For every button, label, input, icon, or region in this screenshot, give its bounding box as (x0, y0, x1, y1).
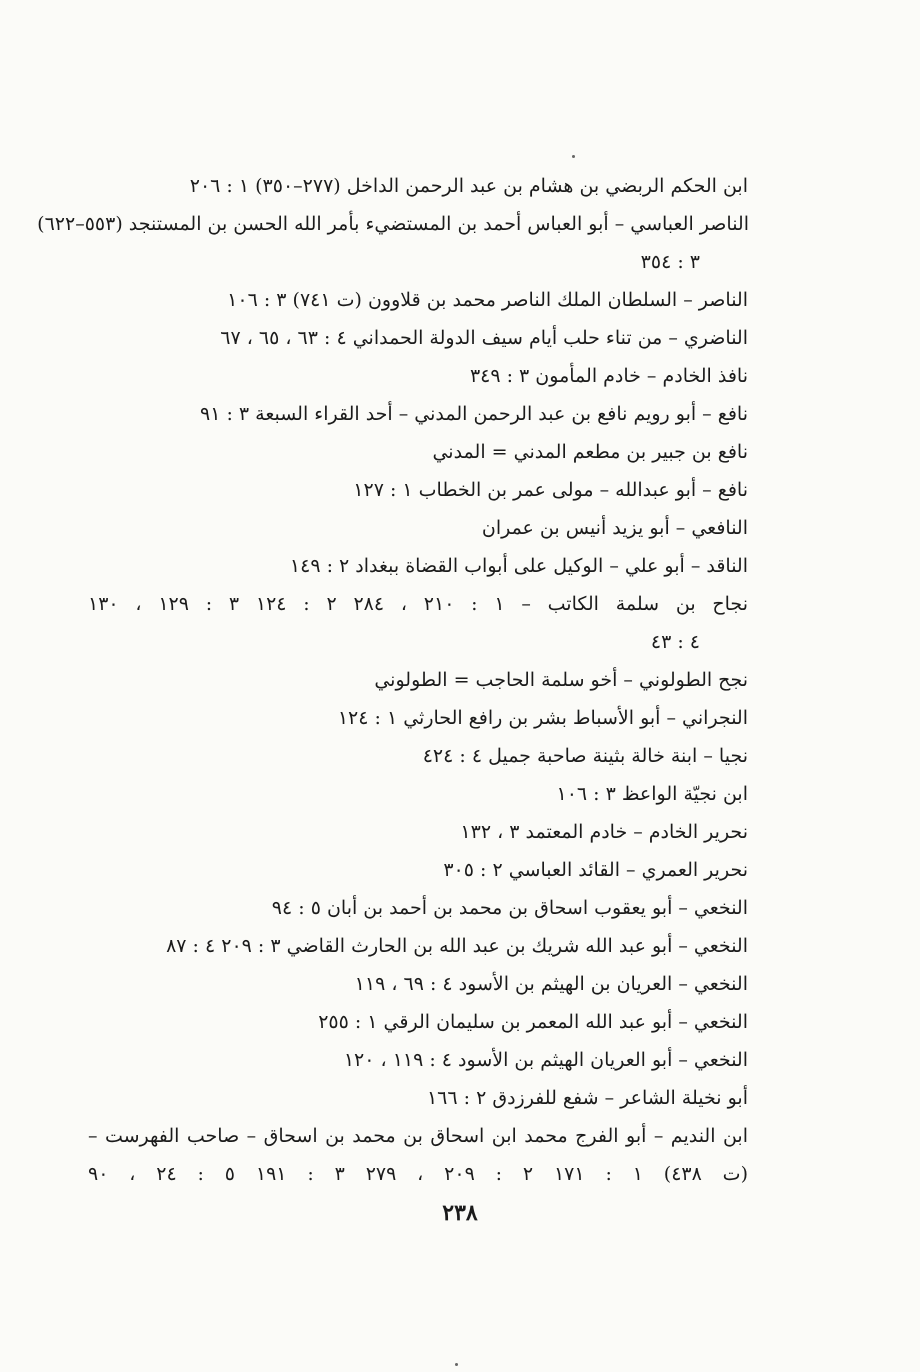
index-line: ابن النديم – أبو الفرج محمد ابن اسحاق بن محمد بن اسحاق – صاحب الفهرست – (88, 1125, 748, 1147)
index-line-continuation: ٣ : ٣٥٤ (640, 251, 700, 273)
index-line: ابن نجيّة الواعظ ٣ : ١٠٦ (556, 783, 748, 805)
index-line: النجراني – أبو الأسباط بشر بن رافع الحارثي ١ : ١٢٤ (337, 707, 748, 729)
page-number: ٢٣٨ (442, 1200, 478, 1226)
index-line: نحرير العمري – القائد العباسي ٢ : ٣٠٥ (443, 859, 748, 881)
scan-speck (455, 1363, 458, 1366)
index-line: النخعي – أبو عبد الله شريك بن عبد الله بن الحارث القاضي ٣ : ٢٠٩ ٤ : ٨٧ (166, 935, 748, 957)
index-line: نجاح بن سلمة الكاتب – ١ : ٢١٠ ، ٢٨٤ ٢ : ١٢٤ ٣ : ١٢٩ ، ١٣٠ (88, 593, 748, 615)
index-line: النخعي – أبو يعقوب اسحاق بن محمد بن أحمد بن أبان ٥ : ٩٤ (271, 897, 748, 919)
index-line: نجح الطولوني – أخو سلمة الحاجب = الطولوني (374, 669, 748, 691)
index-line: نافع – أبو رويم نافع بن عبد الرحمن المدني – أحد القراء السبعة ٣ : ٩١ (199, 403, 748, 425)
index-line-continuation: (ت ٤٣٨) ١ : ١٧١ ٢ : ٢٠٩ ، ٢٧٩ ٣ : ١٩١ ٥ : ٢٤ ، ٩٠ (88, 1163, 748, 1185)
index-line: أبو نخيلة الشاعر – شفع للفرزدق ٢ : ١٦٦ (426, 1087, 748, 1109)
index-line: نافع بن جبير بن مطعم المدني = المدني (432, 441, 748, 463)
index-line: ابن الحكم الربضي بن هشام بن عبد الرحمن الداخل (٢٧٧–٣٥٠) ١ : ٢٠٦ (189, 175, 748, 197)
index-line: نحرير الخادم – خادم المعتمد ٣ ، ١٣٢ (460, 821, 748, 843)
index-line: الناضري – من تناء حلب أيام سيف الدولة الحمداني ٤ : ٦٣ ، ٦٥ ، ٦٧ (220, 327, 748, 349)
index-line: نجيا – ابنة خالة بثينة صاحبة جميل ٤ : ٤٢٤ (422, 745, 748, 767)
scan-speck (572, 155, 575, 158)
index-line: النخعي – أبو عبد الله المعمر بن سليمان الرقي ١ : ٢٥٥ (318, 1011, 748, 1033)
index-line: الناصر – السلطان الملك الناصر محمد بن قلاوون (ت ٧٤١) ٣ : ١٠٦ (227, 289, 748, 311)
index-line: النافعي – أبو يزيد أنيس بن عمران (481, 517, 748, 539)
index-line: النخعي – العريان بن الهيثم بن الأسود ٤ : ٦٩ ، ١١٩ (354, 973, 748, 995)
index-line: الناصر العباسي – أبو العباس أحمد بن المستضيء بأمر الله الحسن بن المستنجد (٥٥٣–٦٢٢) (37, 213, 749, 235)
index-line: الناقد – أبو علي – الوكيل على أبواب القضاة ببغداد ٢ : ١٤٩ (289, 555, 748, 577)
index-line: النخعي – أبو العريان الهيثم بن الأسود ٤ : ١١٩ ، ١٢٠ (343, 1049, 748, 1071)
index-line: نافذ الخادم – خادم المأمون ٣ : ٣٤٩ (469, 365, 748, 387)
index-line-continuation: ٤ : ٤٣ (650, 631, 700, 653)
index-line: نافع – أبو عبدالله – مولى عمر بن الخطاب ١ : ١٢٧ (353, 479, 748, 501)
